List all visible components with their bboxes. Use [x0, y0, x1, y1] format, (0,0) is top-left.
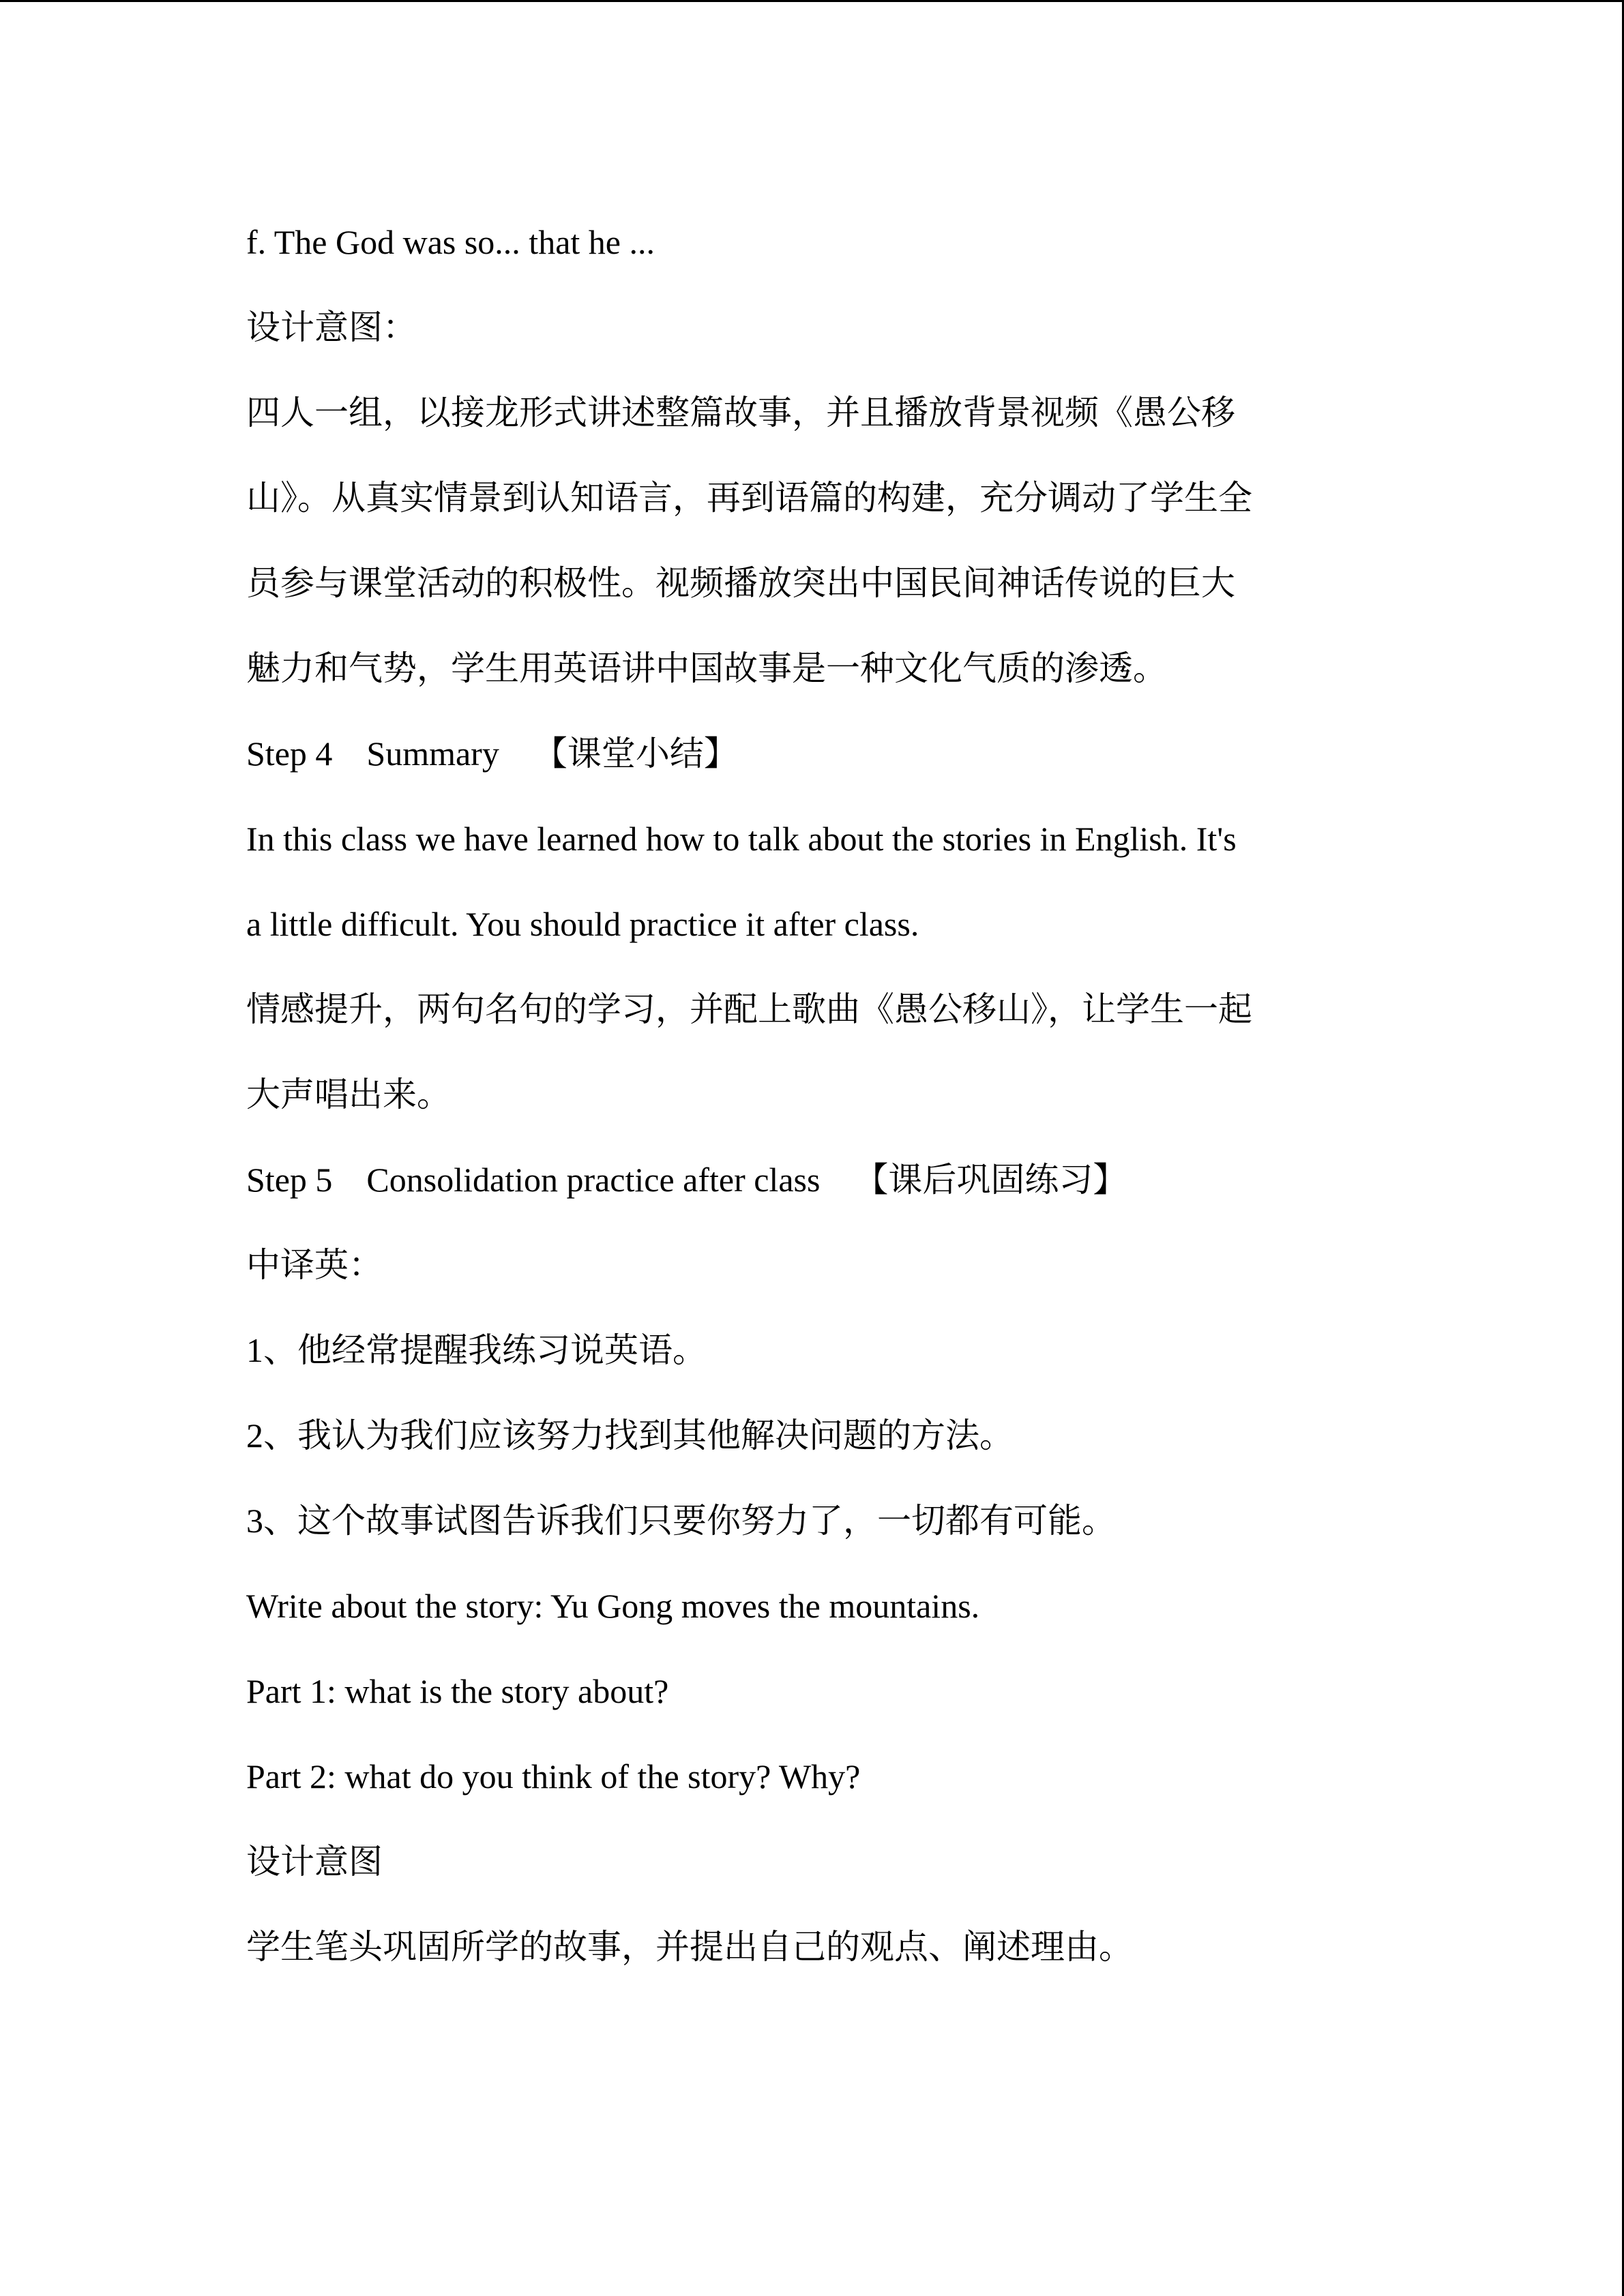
translation-item-1: 1、他经常提醒我练习说英语。 [246, 1331, 707, 1369]
sentence-pattern-f: f. The God was so... that he ... [246, 223, 655, 261]
emotion-text-1: 情感提升，两句名句的学习，并配上歌曲《愚公移山》，让学生一起 [246, 990, 1252, 1028]
design-intent-paragraph-3: 员参与课堂活动的积极性。视频播放突出中国民间神话传说的巨大 [246, 564, 1235, 602]
emotion-text-2: 大声唱出来。 [246, 1075, 451, 1114]
summary-text-2: a little difficult. You should practice it after class. [246, 905, 919, 943]
design-intent-paragraph-1: 四人一组，以接龙形式讲述整篇故事，并且播放背景视频《愚公移 [246, 393, 1235, 432]
writing-task: Write about the story: Yu Gong moves the mountains. [246, 1587, 980, 1625]
design-intent-heading-1: 设计意图： [246, 308, 417, 346]
writing-part-1: Part 1: what is the story about? [246, 1672, 669, 1710]
translation-item-2: 2、我认为我们应该努力找到其他解决问题的方法。 [246, 1416, 1014, 1455]
step-4-heading: Step 4 Summary 【课堂小结】 [246, 734, 738, 773]
summary-text-1: In this class we have learned how to talk about the stories in English. It's [246, 820, 1237, 858]
design-intent-paragraph-5: 学生笔头巩固所学的故事，并提出自己的观点、阐述理由。 [246, 1928, 1133, 1966]
translation-item-3: 3、这个故事试图告诉我们只要你努力了，一切都有可能。 [246, 1502, 1116, 1540]
design-intent-heading-2: 设计意图 [246, 1843, 383, 1881]
design-intent-paragraph-2: 山》。从真实情景到认知语言，再到语篇的构建，充分调动了学生全 [246, 479, 1252, 517]
step-5-heading: Step 5 Consolidation practice after class 【课后巩固练习】 [246, 1161, 1127, 1199]
design-intent-paragraph-4: 魅力和气势，学生用英语讲中国故事是一种文化气质的渗透。 [246, 649, 1167, 687]
writing-part-2: Part 2: what do you think of the story? Why? [246, 1757, 861, 1795]
translation-heading: 中译英： [246, 1246, 383, 1284]
